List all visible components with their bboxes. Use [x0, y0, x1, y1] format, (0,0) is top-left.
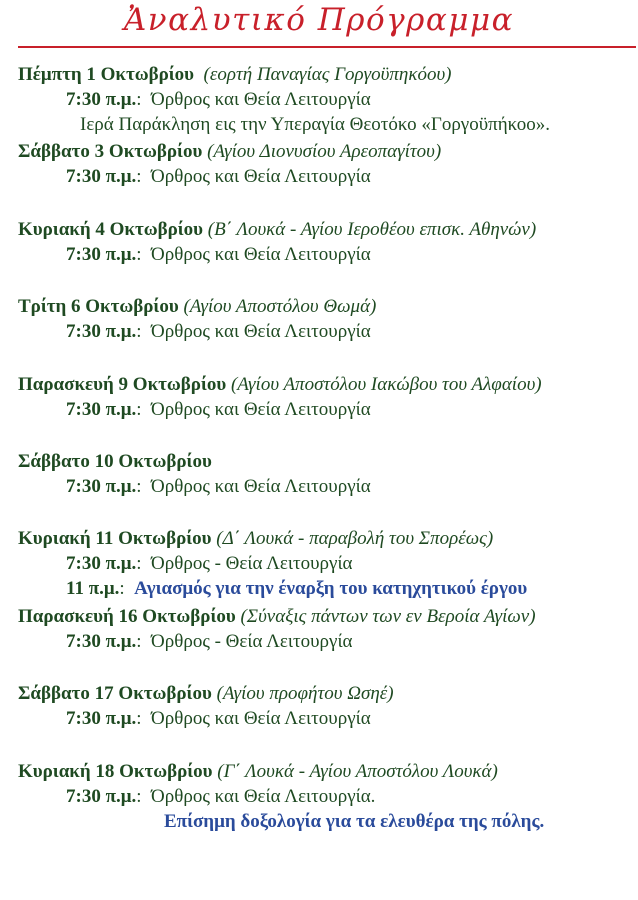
schedule-entry: Κυριακή 18 Οκτωβρίου (Γ΄ Λουκά - Αγίου Αποστόλου Λουκά) 7:30 π.μ.: Όρθρος και Θεία Λειτουργία. Επίσημη δοξολογία για τα ελευθέρα της πόλης.	[18, 760, 545, 832]
schedule-entry: Τρίτη 6 Οκτωβρίου (Αγίου Αποστόλου Θωμά) 7:30 π.μ.: Όρθρος και Θεία Λειτουργία	[18, 296, 377, 343]
entry-day: Κυριακή 11 Οκτωβρίου	[18, 528, 212, 550]
entry-day: Πέμπτη 1 Οκτωβρίου	[18, 64, 195, 85]
entry-feast: (Σύναξις πάντων των εν Βεροία Αγίων)	[240, 605, 536, 627]
entry-time: 7:30 π.μ.	[66, 243, 137, 265]
entry-service: Όρθρος και Θεία Λειτουργία.	[151, 785, 376, 807]
entry-feast: (Αγίου προφήτου Ωσηέ)	[216, 683, 394, 705]
schedule-entry: Σάββατο 17 Οκτωβρίου (Αγίου προφήτου Ωσηέ) 7:30 π.μ.: Όρθρος και Θεία Λειτουργία	[18, 683, 394, 730]
entry-time: 7:30 π.μ.	[66, 475, 137, 497]
entry-time: 7:30 π.μ.	[66, 553, 137, 575]
entry-time-2: 11 π.μ.	[66, 578, 120, 600]
entry-service-highlight: Αγιασμός για την έναρξη του κατηχητικού έργου	[134, 578, 528, 600]
entry-day: Κυριακή 4 Οκτωβρίου	[18, 218, 204, 240]
entry-time: 7:30 π.μ.	[66, 166, 137, 188]
schedule-entry: Πέμπτη 1 Οκτωβρίου (εορτή Παναγίας Γοργοϋπηκόου) 7:30 π.μ.: Όρθρος και Θεία Λειτουργία Ιερά Παράκληση εις την Υπεραγία Θεοτόκο «Γοργοϋπήκοο».	[18, 64, 551, 135]
schedule-entry: Παρασκευή 16 Οκτωβρίου (Σύναξις πάντων των εν Βεροία Αγίων) 7:30 π.μ.: Όρθρος - Θεία Λειτουργία	[18, 605, 536, 652]
entry-time: 7:30 π.μ.	[66, 708, 137, 730]
entry-day: Σάββατο 17 Οκτωβρίου	[18, 683, 212, 705]
entry-day: Παρασκευή 9 Οκτωβρίου	[18, 373, 227, 395]
entry-feast: (εορτή Παναγίας Γοργοϋπηκόου)	[203, 64, 452, 85]
entry-time: 7:30 π.μ.	[66, 630, 137, 652]
schedule-list	[18, 62, 633, 836]
entry-service: Όρθρος και Θεία Λειτουργία	[151, 89, 371, 110]
entry-service: Όρθρος και Θεία Λειτουργία	[151, 708, 371, 730]
entry-service: Όρθρος και Θεία Λειτουργία	[151, 398, 371, 420]
entry-day: Παρασκευή 16 Οκτωβρίου	[18, 605, 236, 627]
page-title: Ἀναλυτικό Πρόγραμμα	[123, 2, 515, 38]
entry-day: Σάββατο 10 Οκτωβρίου	[18, 450, 212, 472]
schedule-entry: Κυριακή 11 Οκτωβρίου (Δ΄ Λουκά - παραβολή του Σπορέως) 7:30 π.μ.: Όρθρος - Θεία Λειτουργία 11 π.μ.: Αγιασμός για την έναρξη του κατηχητικού έργου	[18, 528, 528, 600]
entry-service: Όρθρος - Θεία Λειτουργία	[151, 630, 353, 652]
entry-feast: (Γ΄ Λουκά - Αγίου Αποστόλου Λουκά)	[217, 760, 498, 782]
entry-service: Όρθρος και Θεία Λειτουργία	[151, 475, 371, 497]
title-divider	[18, 46, 636, 48]
entry-day: Τρίτη 6 Οκτωβρίου	[18, 296, 179, 318]
entry-time: 7:30 π.μ.	[66, 398, 137, 420]
schedule-entry: Κυριακή 4 Οκτωβρίου (Β΄ Λουκά - Αγίου Ιεροθέου επισκ. Αθηνών) 7:30 π.μ.: Όρθρος και Θεία Λειτουργία	[18, 218, 537, 265]
schedule-entry: Σάββατο 3 Οκτωβρίου (Αγίου Διονυσίου Αρεοπαγίτου) 7:30 π.μ.: Όρθρος και Θεία Λειτουργία	[18, 141, 442, 188]
entry-day: Σάββατο 3 Οκτωβρίου	[18, 141, 203, 163]
entry-day: Κυριακή 18 Οκτωβρίου	[18, 760, 213, 782]
entry-service: Όρθρος - Θεία Λειτουργία	[151, 553, 353, 575]
entry-feast: (Αγίου Διονυσίου Αρεοπαγίτου)	[207, 141, 442, 163]
entry-time: 7:30 π.μ.	[66, 785, 137, 807]
entry-feast: (Δ΄ Λουκά - παραβολή του Σπορέως)	[216, 528, 494, 550]
entry-service: Όρθρος και Θεία Λειτουργία	[151, 321, 371, 343]
entry-time: 7:30 π.μ.	[66, 321, 137, 343]
entry-time: 7:30 π.μ.	[66, 89, 137, 110]
entry-service: Όρθρος και Θεία Λειτουργία	[151, 166, 371, 188]
entry-extra: Ιερά Παράκληση εις την Υπεραγία Θεοτόκο «Γοργοϋπήκοο».	[80, 114, 551, 135]
schedule-entry: Σάββατο 10 Οκτωβρίου 7:30 π.μ.: Όρθρος και Θεία Λειτουργία	[18, 450, 371, 497]
entry-feast: (Αγίου Αποστόλου Ιακώβου του Αλφαίου)	[230, 373, 542, 395]
entry-feast: (Αγίου Αποστόλου Θωμά)	[183, 296, 377, 318]
entry-feast: (Β΄ Λουκά - Αγίου Ιεροθέου επισκ. Αθηνών)	[207, 218, 537, 240]
schedule-entry: Παρασκευή 9 Οκτωβρίου (Αγίου Αποστόλου Ιακώβου του Αλφαίου) 7:30 π.μ.: Όρθρος και Θεία Λειτουργία	[18, 373, 542, 420]
entry-extra-highlight: Επίσημη δοξολογία για τα ελευθέρα της πόλης.	[164, 810, 545, 832]
entry-service: Όρθρος και Θεία Λειτουργία	[151, 243, 371, 265]
